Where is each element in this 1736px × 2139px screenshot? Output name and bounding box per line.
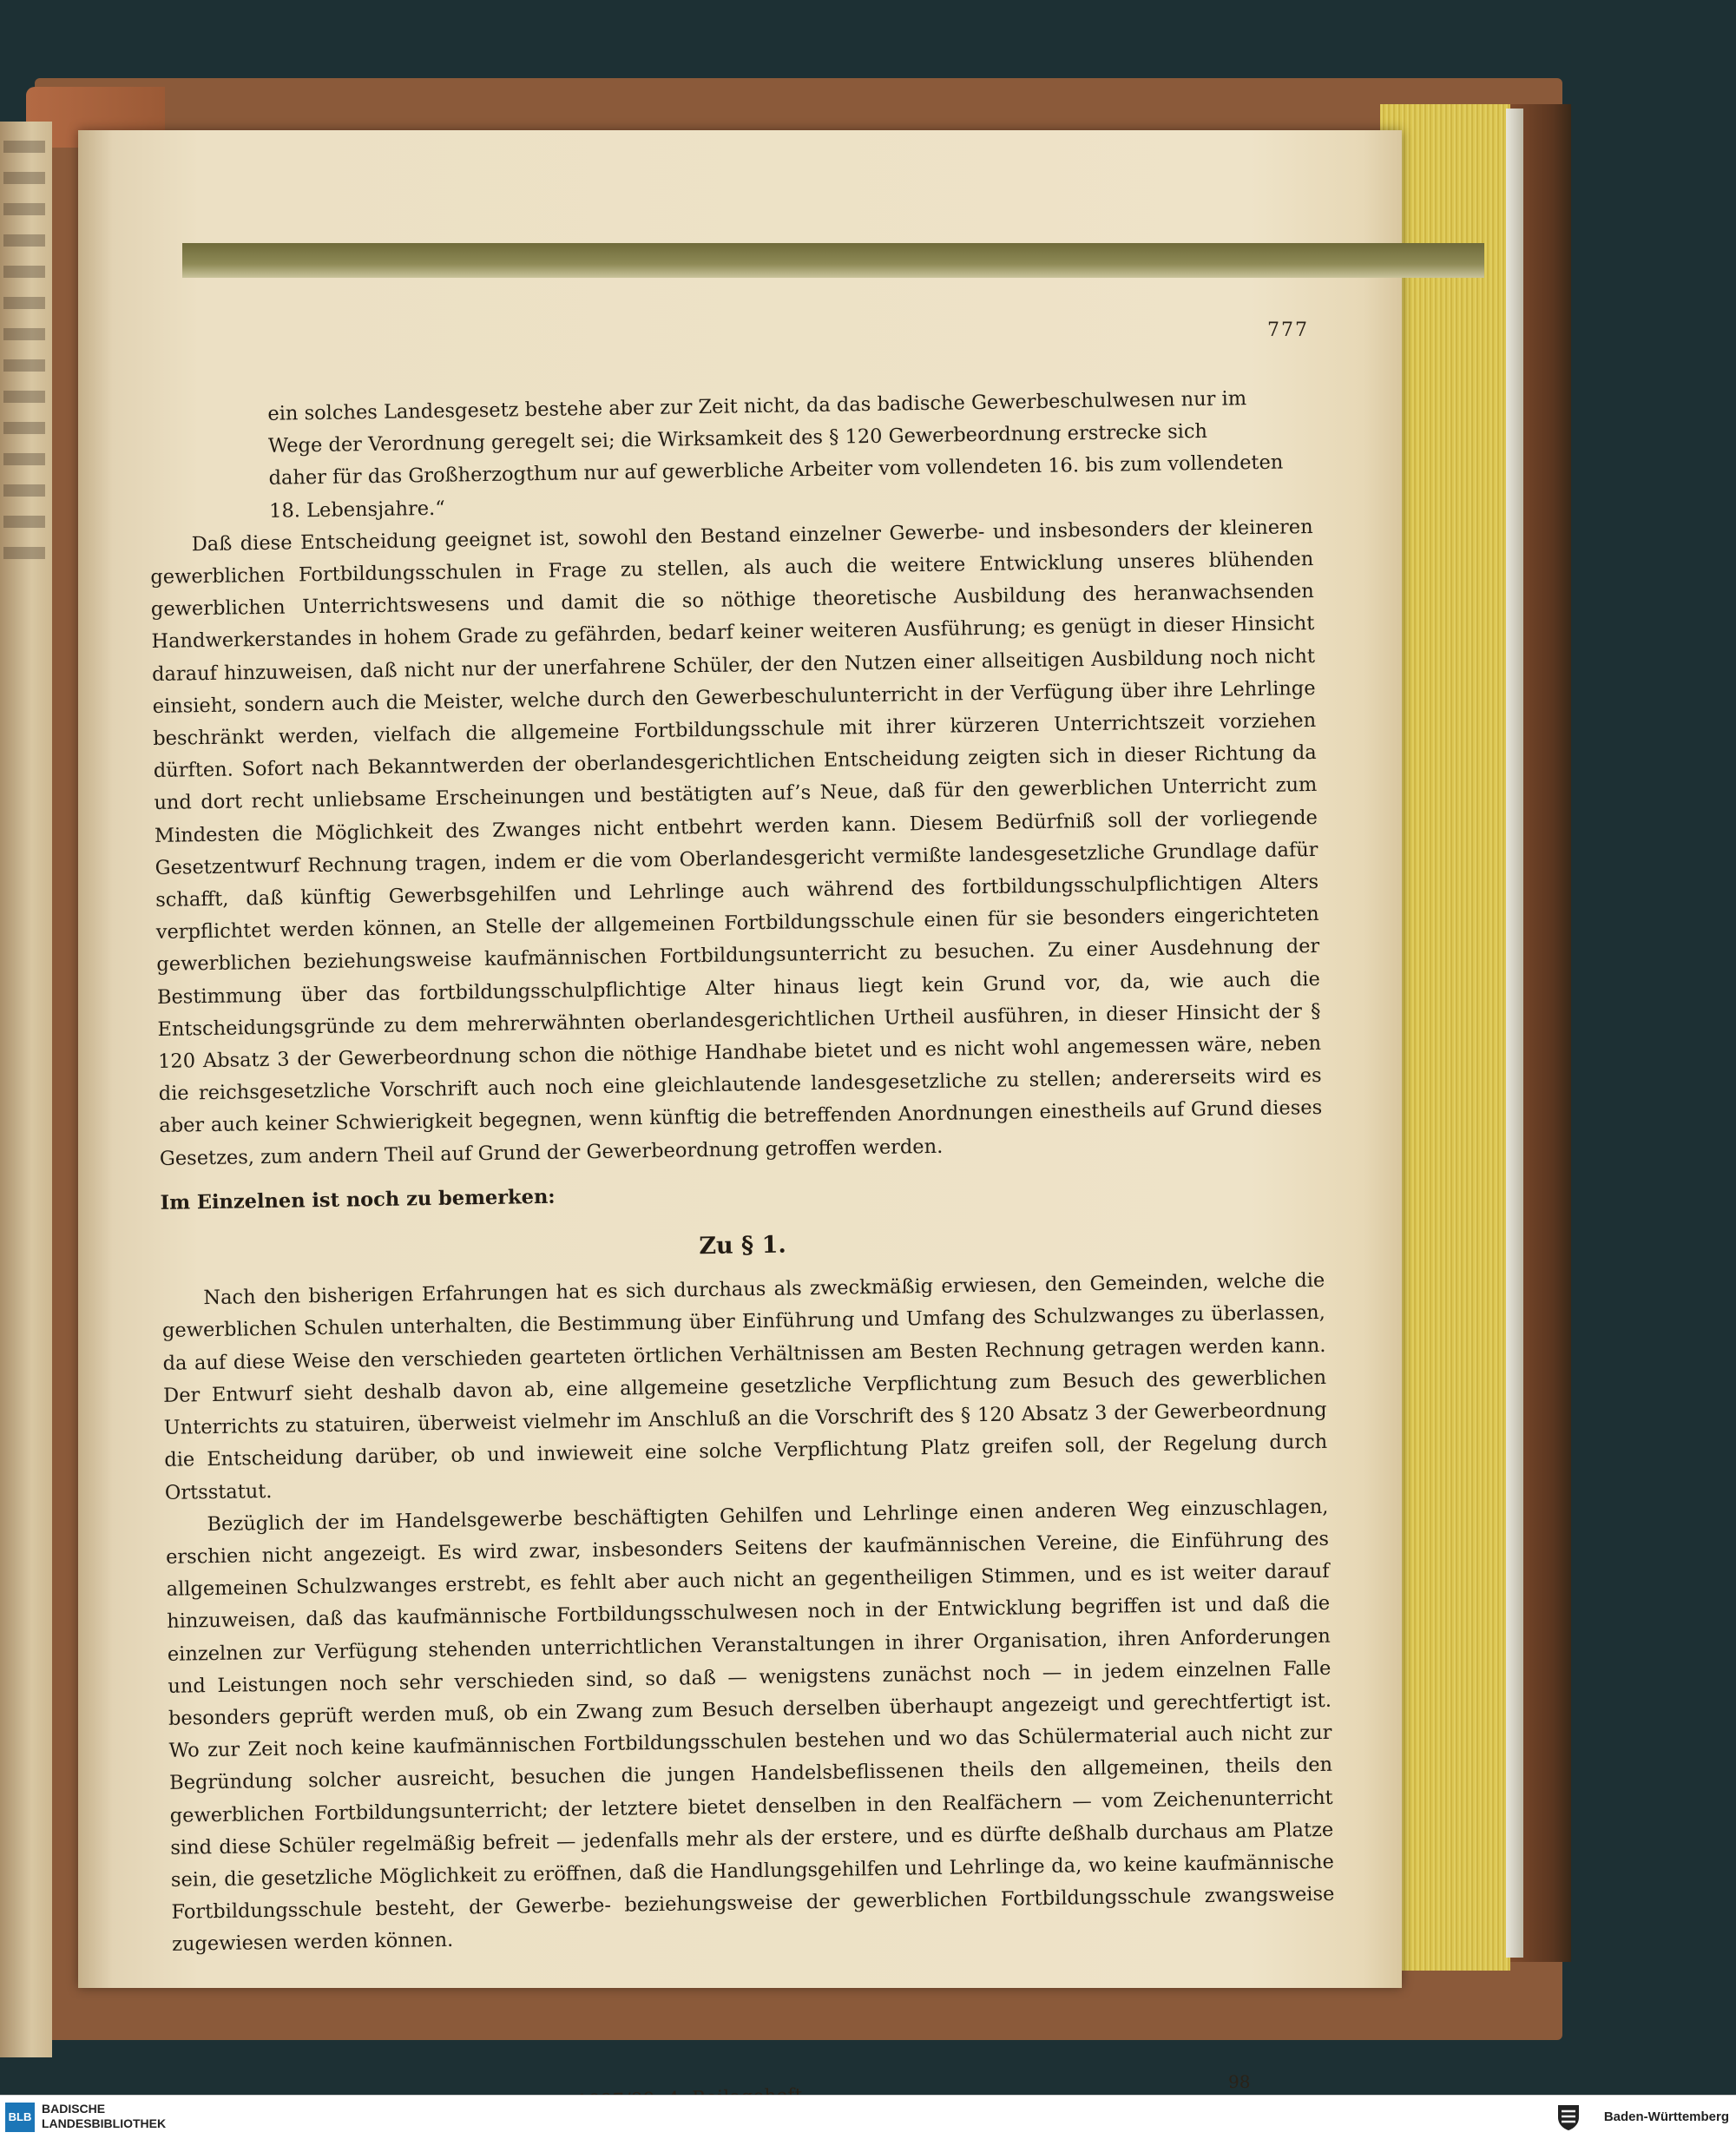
state-name: Baden-Württemberg <box>1603 2109 1729 2124</box>
document-page <box>78 130 1402 2092</box>
attribution-bar <box>0 2095 1736 2139</box>
left-page-edge <box>0 122 52 2057</box>
blb-logo[interactable]: BLB <box>5 2103 35 2132</box>
library-name <box>42 2102 166 2131</box>
sheet-number: 98 <box>1228 2071 1251 2092</box>
state-crest-icon <box>1555 2103 1581 2131</box>
intro-line: Im Einzelnen ist noch zu bemerken: <box>160 1185 556 1214</box>
library-name-line: LANDESBIBLIOTHEK <box>42 2116 167 2130</box>
section-heading: Zu § 1. <box>699 1231 787 1260</box>
left-page-text-fragments <box>0 122 52 2057</box>
paragraph: Daß diese Entscheidung geeignet ist, sowohl den Bestand einzelner Gewerbe- und insbesonders der kleineren gewerblichen Fortbildungsschulen in Frage zu stellen, als auch die weitere Entwicklung unseres blühenden gewerblichen Unterrichtswesens und damit die so nöthige theoretische Ausbildung des heranwachsenden Handwerkerstandes in hohem Grade zu gefährden, bedarf keiner weiteren Ausführung; es genügt in dieser Hinsicht darauf hinzuweisen, daß nicht nur der unerfahrene Schüler, der den Nutzen einer allseitigen Ausbildung noch nicht einsieht, sondern auch die Meister, welche durch den Gewerbeschulunterricht in der Verfügung über ihre Lehrlinge beschränkt werden, vielfach die allgemeine Fortbildungsschule mit ihrer kürzeren Unterrichtszeit vorziehen dürften. Sofort nach Bekanntwerden der oberlandesgerichtlichen Entscheidung zeigten sich in dieser Richtung da und dort recht unliebsame Erscheinungen und bestätigten auf’s Neue, daß für den gewerblichen Unterricht zum Mindesten die Möglichkeit des Zwanges nicht entbehrt werden kann. Diesem Bedürfniß soll der vorliegende Gesetzentwurf Rechnung tragen, indem er die vom Oberlandesgericht vermißte landesgesetzliche Grundlage dafür schafft, daß künftig Gewerbsgehilfen und Lehrlinge auch während des fortbildungsschulpflichtigen Alters verpflichtet werden können, an Stelle der allgemeinen Fortbildungsschule einen für sie besonders eingerichteten gewerblichen beziehungsweise kaufmännischen Fortbildungsunterricht zu besuchen. Zu einer Ausdehnung der Bestimmung über das fortbildungsschulpflichtige Alter hinaus liegt kein Grund vor, da, wie auch die Entscheidungsgründe zu dem mehrerwähnten oberlandesgerichtlichen Urtheil ausführen, in dieser Hinsicht der § 120 Absatz 3 der Gewerbeordnung schon die nöthige Handhabe bietet und es nicht wohl angemessen wäre, neben die reichsgesetzliche Vorschrift auch noch eine gleichlautende landesgesetzliche zu stellen; andererseits wird es aber auch keiner Schwierigkeit begegnen, wenn künftig die betreffenden Anordnungen einestheils auf Grund dieses Gesetzes, zum andern Theil auf Grund der Gewerbeordnung getroffen werden. <box>150 515 1323 1170</box>
quote-line: Wege der Verordnung geregelt sei; die Wirksamkeit des § 120 Gewerbeordnung erstrecke sich <box>267 420 1208 458</box>
quote-line: daher für das Großherzogthum nur auf gewerbliche Arbeiter vom vollendeten 16. bis zum vollendeten <box>268 451 1284 490</box>
quote-line: ein solches Landesgesetz bestehe aber zur Zeit nicht, da das badische Gewerbeschulwesen nur im <box>267 387 1247 425</box>
paragraph: Nach den bisherigen Erfahrungen hat es sich durchaus als zweckmäßig erwiesen, den Gemeinden, welche die gewerblichen Schulen unterhalten, die Bestimmung über Einführung und Umfang des Schulzwanges zu überlassen, da auf diese Weise den verschieden gearteten örtlichen Verhältnissen am Besten Rechnung getragen werden kann. Der Entwurf sieht deshalb davon ab, eine allgemeine gesetzliche Verpflichtung zum Besuch des gewerblichen Unterrichts zu statuiren, überweist vielmehr im Anschluß an die Vorschrift des § 120 Absatz 3 der Gewerbeordnung die Entscheidung darüber, ob und inwieweit eine solche Verpflichtung Platz greifen soll, der Regelung durch Ortsstatut. <box>161 1269 1328 1504</box>
page-number: 777 <box>1267 319 1309 341</box>
library-name-line: BADISCHE <box>42 2102 106 2116</box>
paragraph: Bezüglich der im Handelsgewerbe beschäftigten Gehilfen und Lehrlinge einen anderen Weg einzuschlagen, erschien nicht angezeigt. Es wird zwar, insbesonders Seitens der kaufmännischen Vereine, die Einführung des allgemeinen Schulzwanges erstrebt, es fehlt aber auch nicht an gegentheiligen Stimmen, und es ist weiter darauf hinzuweisen, daß das kaufmännische Fortbildungsschulwesen noch in der Entwicklung begriffen ist und daß die einzelnen zur Verfügung stehenden unterrichtlichen Veranstaltungen in ihrer Organisation, ihren Anforderungen und Leistungen noch sehr verschieden sind, so daß — wenigstens zunächst noch — in jedem einzelnen Falle besonders geprüft werden muß, ob ein Zwang zum Besuch derselben überhaupt angezeigt und gerechtfertigt ist. Wo zur Zeit noch keine kaufmännischen Fortbildungsschulen bestehen und wo das Schülermaterial auch nicht zur Begründung solcher ausreicht, besuchen die jungen Handelsbeflissenen theils den allgemeinen, theils den gewerblichen Fortbildungsunterricht; der letztere bietet denselben in den Realfächern — vom Zeichenunterricht sind diese Schüler regelmäßig befreit — jedenfalls mehr als der erstere, und es dürfte deßhalb durchaus am Platze sein, die gesetzliche Möglichkeit zu eröffnen, daß die Handlungsgehilfen und Lehrlinge da, wo keine kaufmännische Fortbildungsschule besteht, der Gewerbe- beziehungsweise der gewerblichen Fortbildungsschule zwangsweise zugewiesen werden können. <box>165 1495 1335 1957</box>
page-edges-light <box>1506 109 1523 1958</box>
page-top-edge <box>182 243 1484 278</box>
quote-block <box>148 382 1312 530</box>
body-text <box>148 382 1335 1961</box>
quote-line: 18. Lebensjahre.“ <box>268 497 445 523</box>
